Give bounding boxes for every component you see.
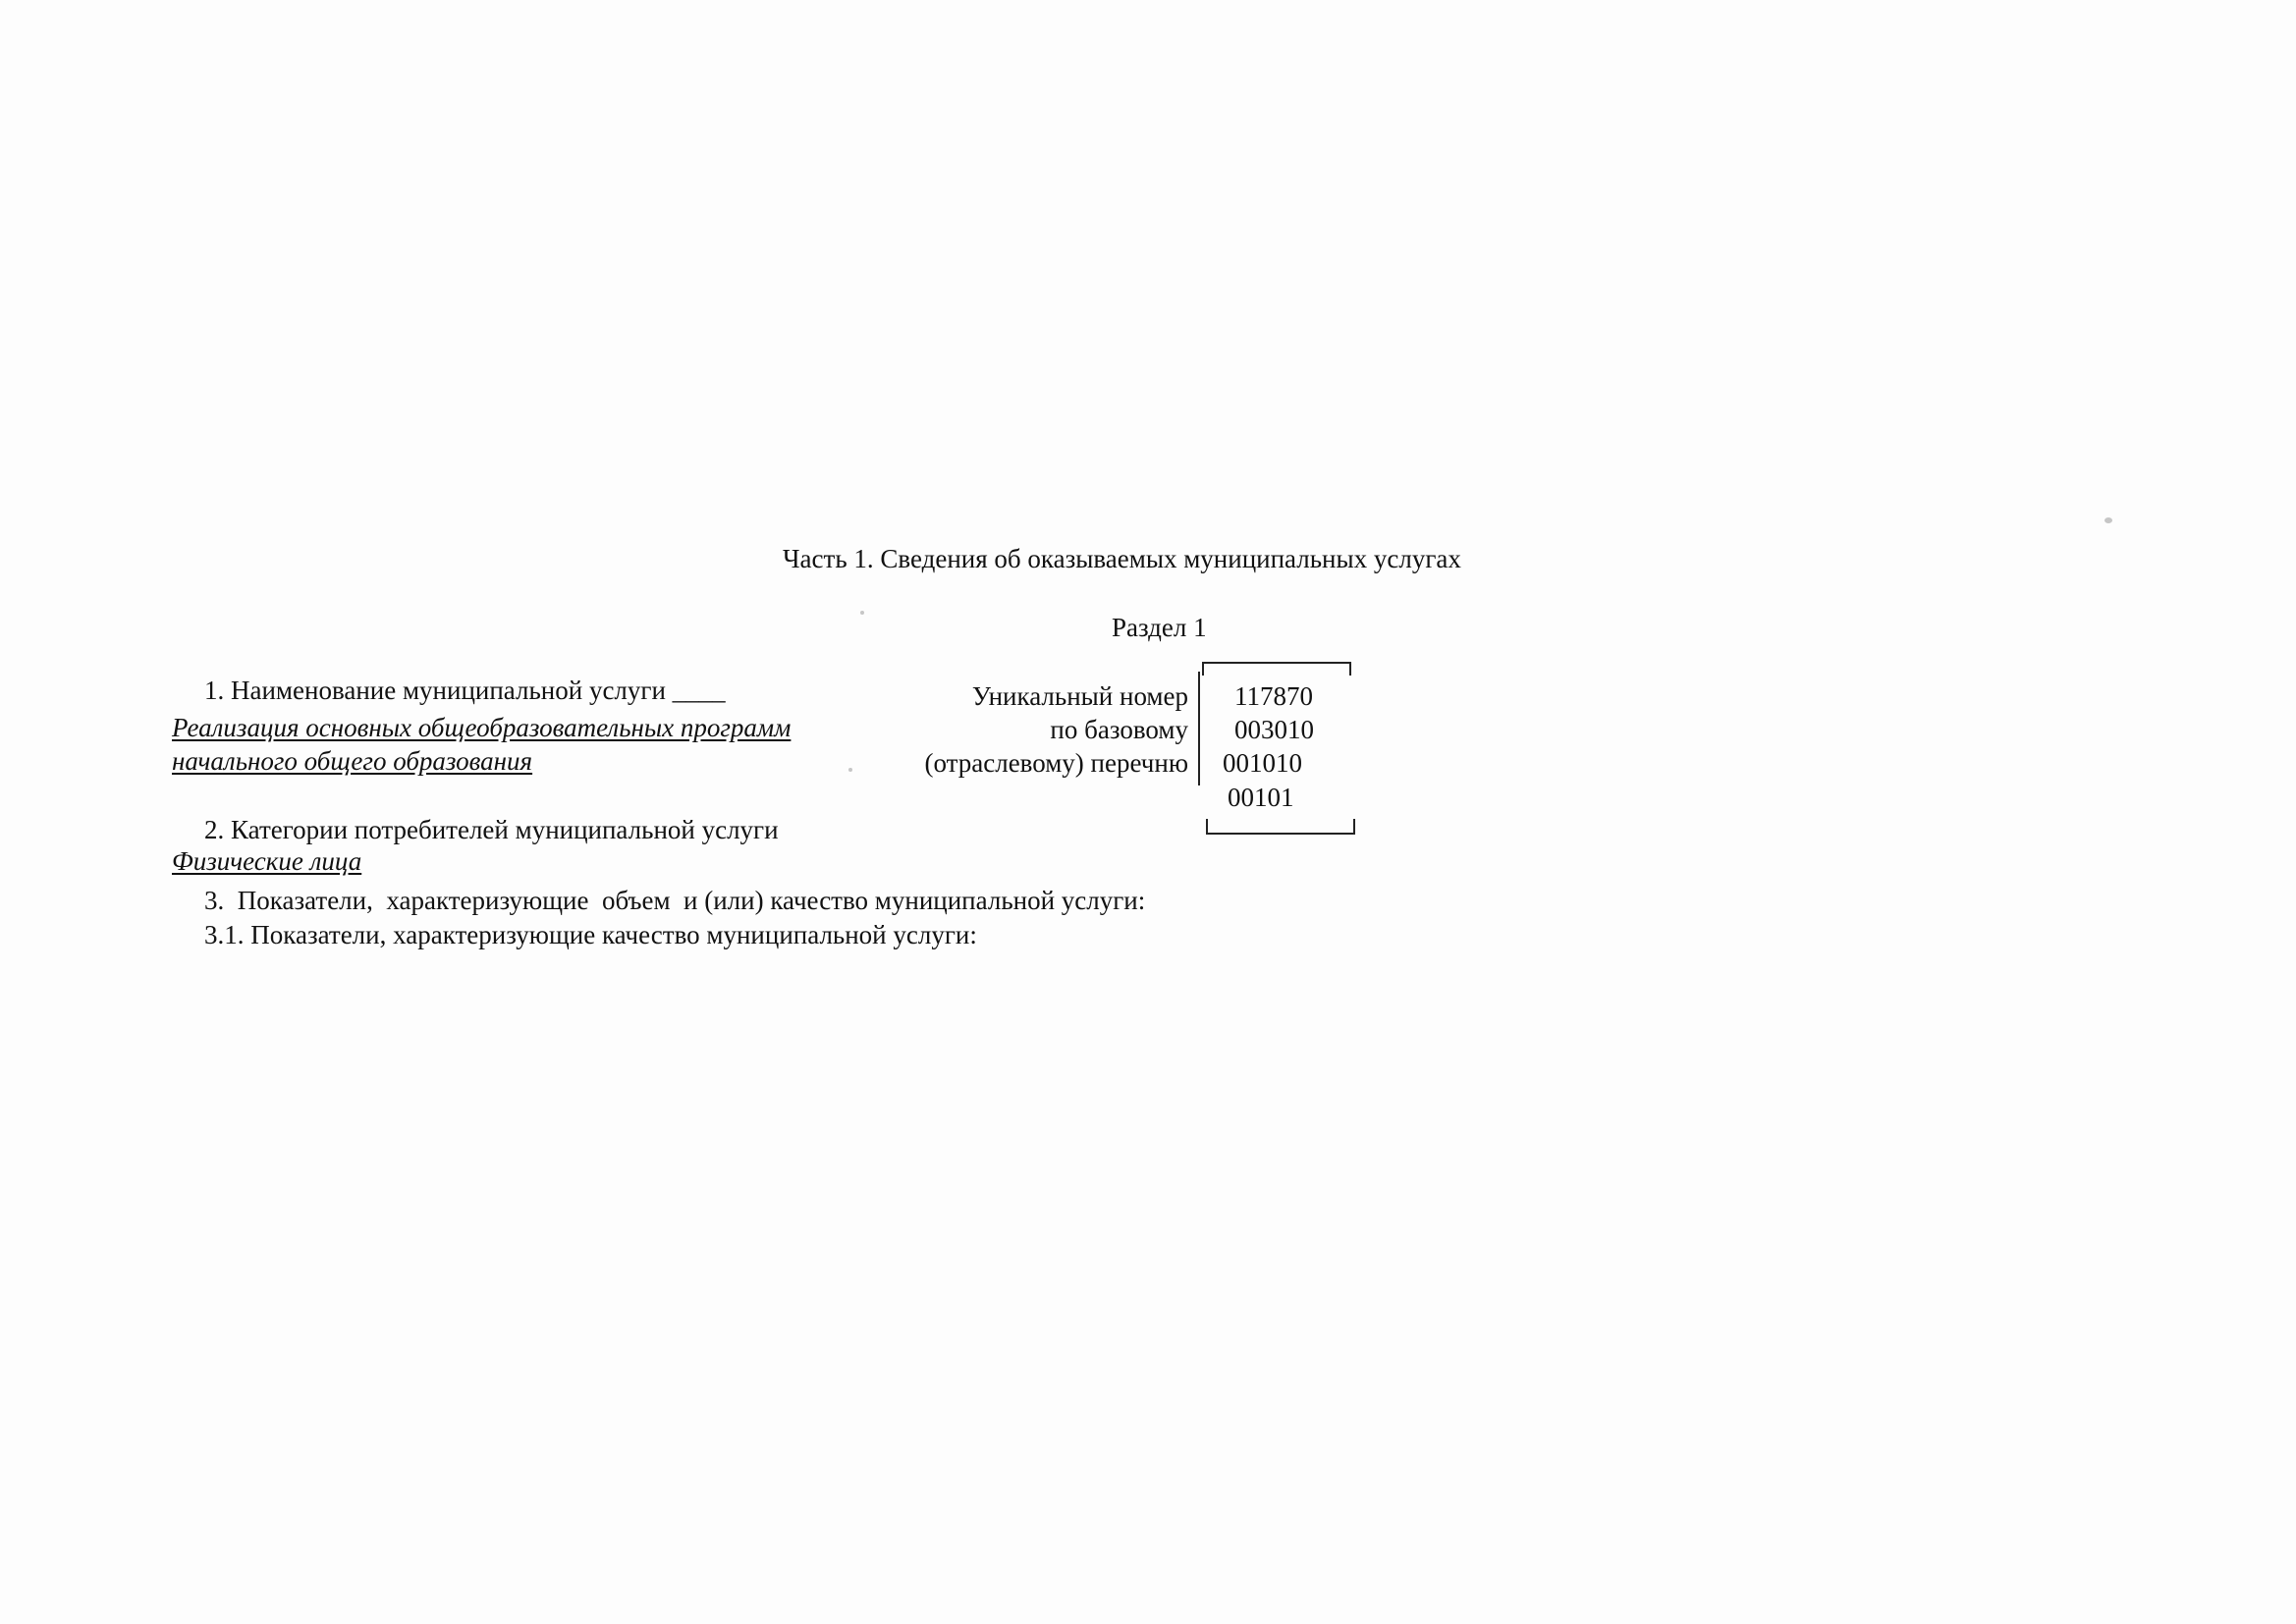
consumer-category-label: 2. Категории потребителей муниципальной услуги (204, 815, 779, 844)
unique-number-label-line1: Уникальный номер (971, 681, 1188, 711)
section-title: Раздел 1 (1112, 613, 1207, 642)
box-side-line (1198, 672, 1200, 785)
unique-number-label-line3: (отраслевому) перечню (924, 748, 1188, 778)
service-name-label: 1. Наименование муниципальной услуги ____ (204, 676, 726, 705)
scan-speck (860, 611, 864, 615)
box-bracket-top (1202, 662, 1351, 676)
scan-speck (2105, 517, 2112, 523)
unique-number-label-line2: по базовому (1050, 715, 1188, 744)
unique-number-code-line: 117870 (1234, 681, 1313, 711)
quality-indicators-heading: 3.1. Показатели, характеризующие качество муниципальной услуги: (204, 920, 977, 949)
consumer-category-value: Физические лица (172, 846, 362, 876)
unique-number-code-line: 001010 (1223, 748, 1302, 778)
unique-number-code-line: 003010 (1234, 715, 1314, 744)
unique-number-code-line: 00101 (1228, 783, 1294, 812)
box-bracket-bottom (1206, 819, 1355, 835)
part-title: Часть 1. Сведения об оказываемых муниципальных услугах (783, 544, 1461, 573)
service-name-value-line2: начального общего образования (172, 746, 533, 776)
service-name-value-line1: Реализация основных общеобразовательных программ (172, 713, 792, 742)
indicators-heading: 3. Показатели, характеризующие объем и (или) качество муниципальной услуги: (204, 886, 1146, 915)
